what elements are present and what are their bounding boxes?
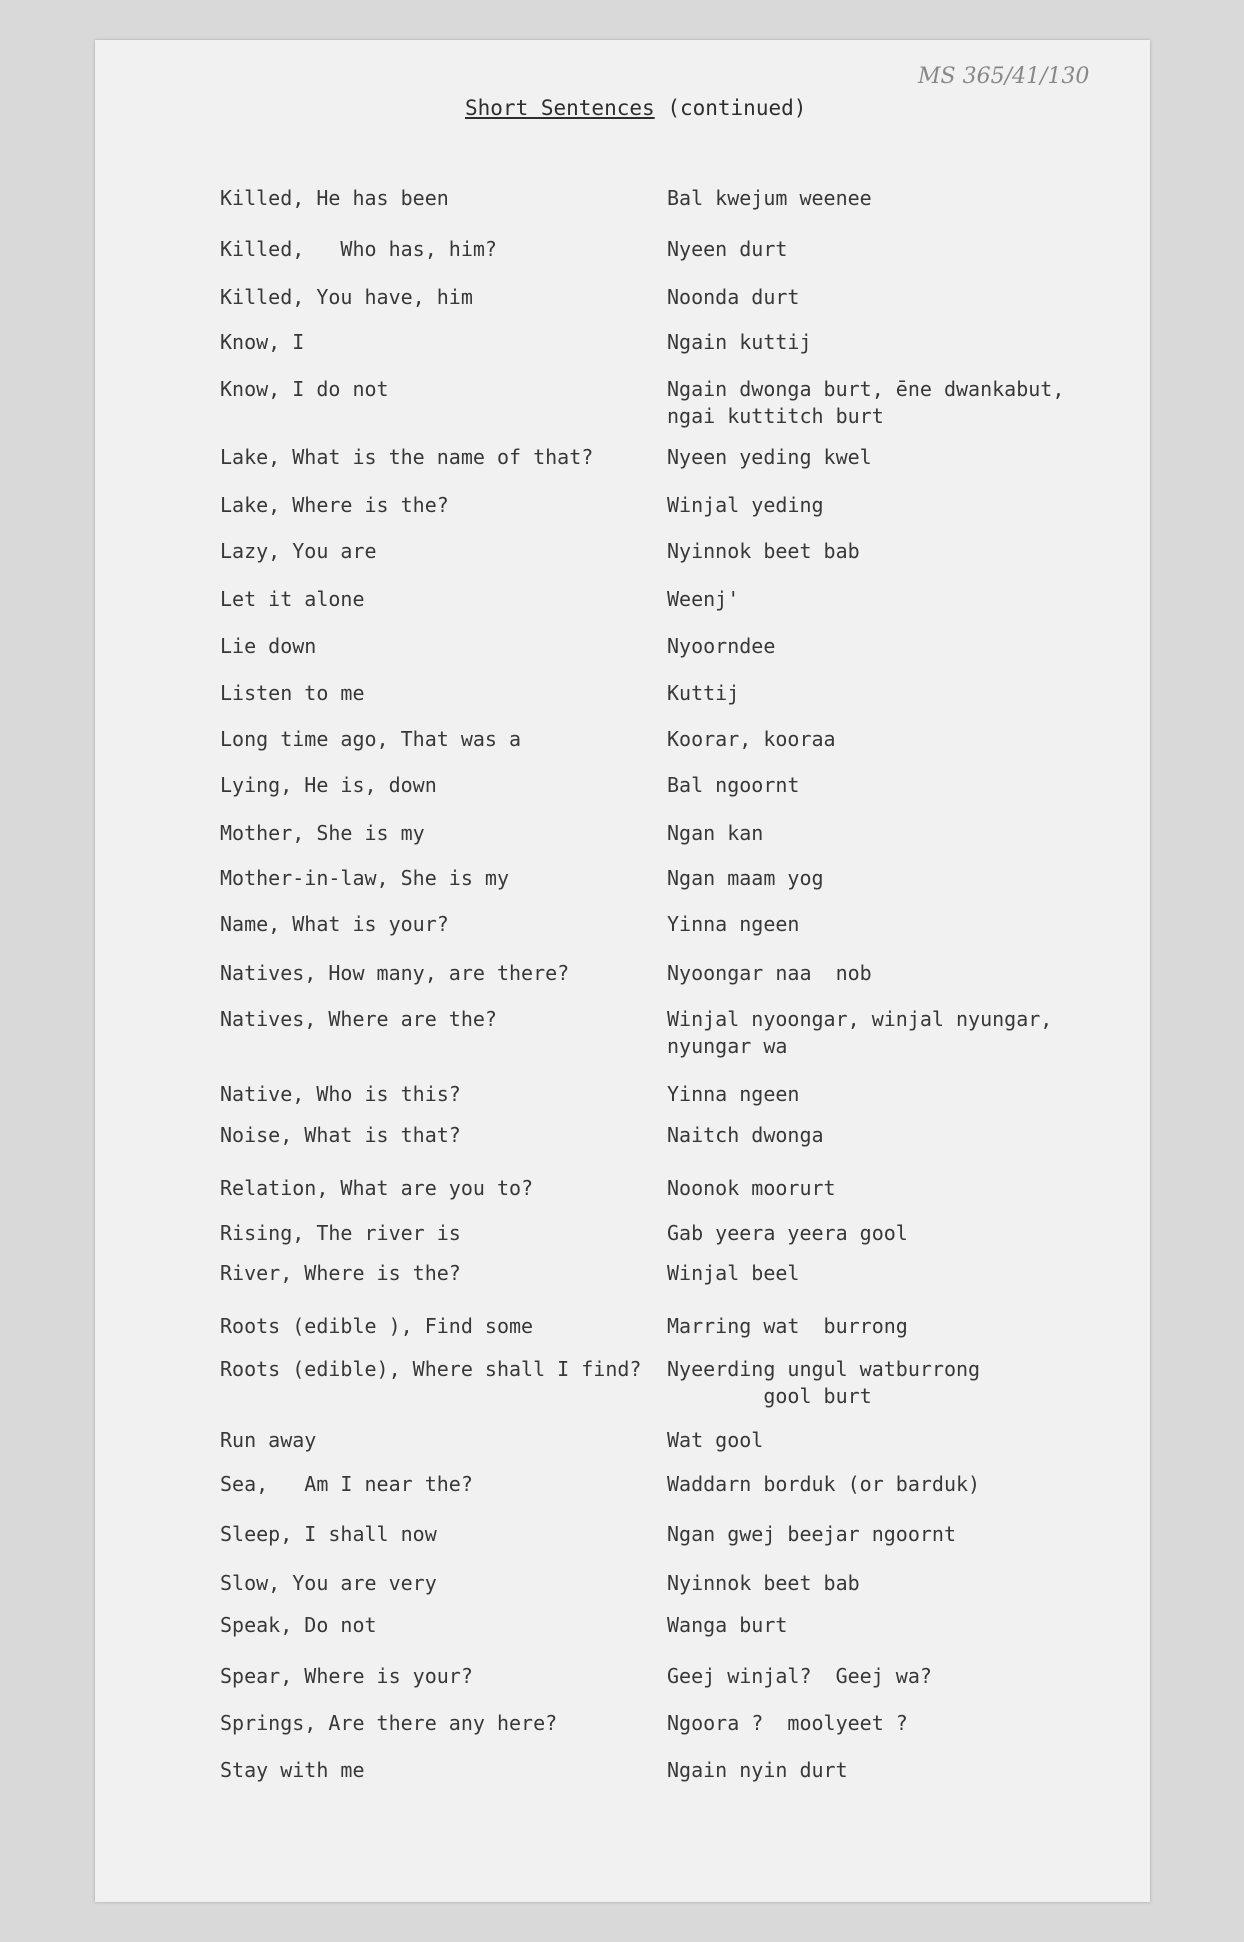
- english-phrase: Native, Who is this?: [220, 1082, 461, 1106]
- english-phrase: Mother-in-law, She is my: [220, 866, 509, 890]
- aboriginal-translation: Nyinnok beet bab: [667, 1571, 860, 1595]
- english-phrase: Spear, Where is your?: [220, 1664, 473, 1688]
- title-continued: (continued): [667, 96, 807, 120]
- aboriginal-translation: Nyoongar naa nob: [667, 961, 872, 985]
- aboriginal-translation: Winjal nyoongar, winjal nyungar, nyungar wa: [667, 1007, 1053, 1058]
- aboriginal-translation: Ngain kuttij: [667, 330, 812, 354]
- aboriginal-translation: Nyeen yeding kwel: [667, 445, 872, 469]
- aboriginal-translation: Noonok moorurt: [667, 1176, 836, 1200]
- english-phrase: Killed, He has been: [220, 186, 449, 210]
- english-phrase: Killed, Who has, him?: [220, 237, 497, 261]
- aboriginal-translation: Weenj': [667, 587, 740, 611]
- aboriginal-translation: Koorar, kooraa: [667, 727, 836, 751]
- english-phrase: Sea, Am I near the?: [220, 1472, 473, 1496]
- aboriginal-translation: Nyeen durt: [667, 237, 788, 261]
- english-phrase: Long time ago, That was a: [220, 727, 522, 751]
- english-phrase: Sleep, I shall now: [220, 1522, 437, 1546]
- english-phrase: Lie down: [220, 634, 317, 658]
- aboriginal-translation: Ngoora ? moolyeet ?: [667, 1711, 908, 1735]
- aboriginal-translation: Winjal yeding: [667, 493, 824, 517]
- english-phrase: Natives, How many, are there?: [220, 961, 570, 985]
- aboriginal-translation: Yinna ngeen: [667, 1082, 800, 1106]
- aboriginal-translation: Ngain nyin durt: [667, 1758, 848, 1782]
- english-phrase: Listen to me: [220, 681, 365, 705]
- english-phrase: Springs, Are there any here?: [220, 1711, 558, 1735]
- english-phrase: Lake, What is the name of that?: [220, 445, 594, 469]
- aboriginal-translation: Ngan gwej beejar ngoornt: [667, 1522, 956, 1546]
- english-phrase: Mother, She is my: [220, 821, 425, 845]
- aboriginal-translation: Ngain dwonga burt, ēne dwankabut, ngai kuttitch burt: [667, 377, 1065, 428]
- english-phrase: Know, I do not: [220, 377, 389, 401]
- aboriginal-translation: Geej winjal? Geej wa?: [667, 1664, 932, 1688]
- english-phrase: Know, I: [220, 330, 305, 354]
- english-phrase: Name, What is your?: [220, 912, 449, 936]
- english-phrase: Roots (edible ), Find some: [220, 1314, 534, 1338]
- aboriginal-translation: Wat gool: [667, 1428, 764, 1452]
- english-phrase: Rising, The river is: [220, 1221, 461, 1245]
- page-title: [465, 96, 806, 120]
- aboriginal-translation: Nyoorndee: [667, 634, 776, 658]
- english-phrase: Relation, What are you to?: [220, 1176, 534, 1200]
- english-phrase: Lazy, You are: [220, 539, 377, 563]
- aboriginal-translation: Ngan maam yog: [667, 866, 824, 890]
- english-phrase: Speak, Do not: [220, 1613, 377, 1637]
- aboriginal-translation: Yinna ngeen: [667, 912, 800, 936]
- aboriginal-translation: Nyinnok beet bab: [667, 539, 860, 563]
- aboriginal-translation: Marring wat burrong: [667, 1314, 908, 1338]
- aboriginal-translation: Ngan kan: [667, 821, 764, 845]
- english-phrase: Slow, You are very: [220, 1571, 437, 1595]
- aboriginal-translation: Kuttij: [667, 681, 740, 705]
- english-phrase: Run away: [220, 1428, 317, 1452]
- english-phrase: Stay with me: [220, 1758, 365, 1782]
- english-phrase: Noise, What is that?: [220, 1123, 461, 1147]
- aboriginal-translation: Waddarn borduk (or barduk): [667, 1472, 981, 1496]
- title-main: Short Sentences: [465, 96, 655, 120]
- english-phrase: Lake, Where is the?: [220, 493, 449, 517]
- aboriginal-translation: Noonda durt: [667, 285, 800, 309]
- english-phrase: River, Where is the?: [220, 1261, 461, 1285]
- aboriginal-translation: Bal ngoornt: [667, 773, 800, 797]
- aboriginal-translation: Wanga burt: [667, 1613, 788, 1637]
- english-phrase: Killed, You have, him: [220, 285, 473, 309]
- aboriginal-translation: Naitch dwonga: [667, 1123, 824, 1147]
- english-phrase: Let it alone: [220, 587, 365, 611]
- aboriginal-translation: Nyeerding ungul watburrong gool burt: [667, 1357, 981, 1408]
- aboriginal-translation: Bal kwejum weenee: [667, 186, 872, 210]
- english-phrase: Lying, He is, down: [220, 773, 437, 797]
- archive-reference-mark: MS 365/41/130: [918, 64, 1090, 89]
- aboriginal-translation: Gab yeera yeera gool: [667, 1221, 908, 1245]
- aboriginal-translation: Winjal beel: [667, 1261, 800, 1285]
- english-phrase: Roots (edible), Where shall I find?: [220, 1357, 642, 1381]
- english-phrase: Natives, Where are the?: [220, 1007, 497, 1031]
